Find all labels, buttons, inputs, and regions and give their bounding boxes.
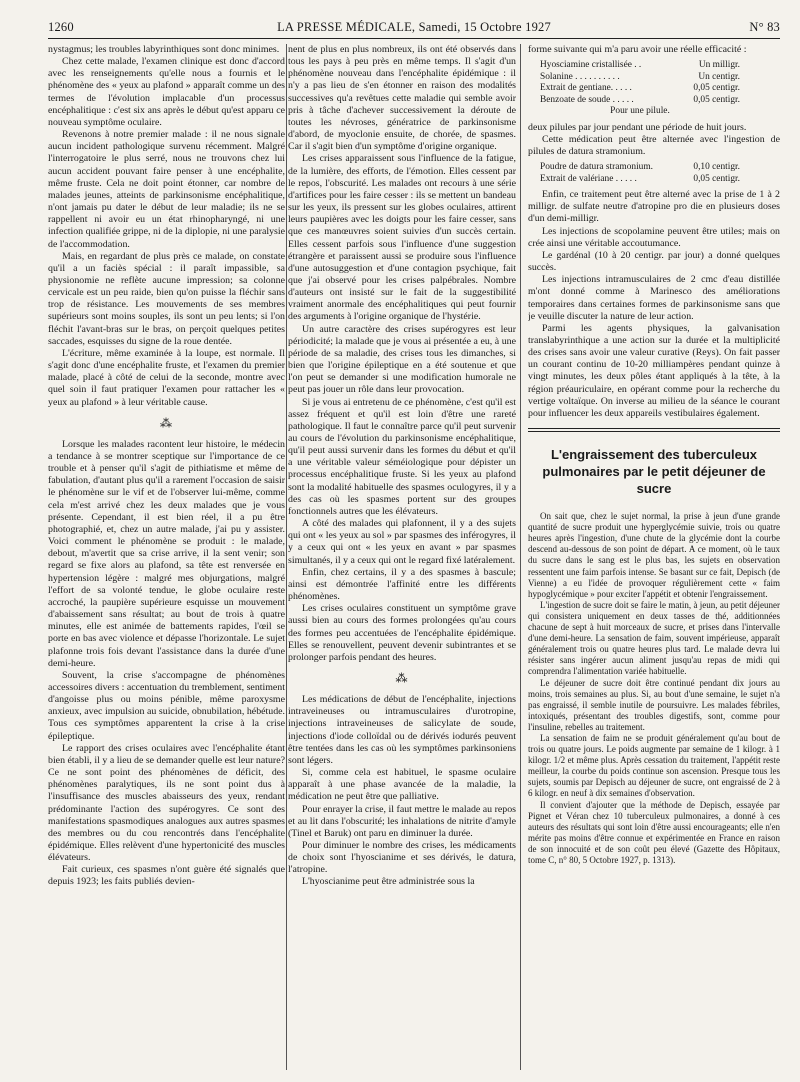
paragraph: Si je vous ai entretenu de ce phénomène, c'est qu'il est assez fréquent et qu'il est loin d'être une rareté pathologique. Il faut le connaître parce qu'il peut survenir au cours de l'évolution du parkinsonisme encéphalitique, qu'il peut aussi survenir dans les formes du début et qu'il a une véritable valeur séméiologique pour dépister un processus encéphalitique fruste. Si les yeux au plafond sont la modalité habituelle des spasmes oculogyres, il y a des cas où les spasmes portent sur des groupes fonctionnels autres que les élévateurs. [288, 396, 516, 517]
paragraph: Le gardénal (10 à 20 centigr. par jour) a donné quelques succès. [528, 249, 780, 274]
paragraph: Les médications de début de l'encéphalite, injections intraveineuses ou intramusculaires d'urotropine, injections intraveineuses de salicylate de soude, injections d'iode colloïdal ou de dérivés iodurés peuvent être tentées dans les cas où les symptômes parkinsoniens sont légers. [288, 694, 516, 766]
prescription-line [540, 162, 740, 174]
paragraph: On sait que, chez le sujet normal, la prise à jeun d'une grande quantité de sucre produit une hyperglycémie suivie, trois ou quatre heures après l'ingestion, d'une chute de la glycémie dont la courbe descend au-dessous de son point de départ. A ce moment, où le taux du sucre dans le sang est le plus bas, les sujets en observation ressentent une faim parfois intense. Se basant sur ce fait, Depisch (de Vienne) a eu l'idée de provoquer régulièrement cette « faim hypoglycémique » pour exciter l'appétit et obtenir l'engraissement. [528, 511, 780, 599]
paragraph: nent de plus en plus nombreux, ils ont été observés dans tous les pays à peu près en même temps. Il s'agit d'un phénomène nouveau dans l'encéphalite épidémique : il n'y a pas lieu de s'en étonner en raison des modalités successives qu'a revêtues cette maladie qui semble avoir pris à tâche d'achever successivement la déroute de toutes les névroses, génératrice de parkinsonisme d'abord, de myoclonie ensuite, de chorée, de spasmes. Car il s'agit bien d'un symptôme d'origine organique. [288, 44, 516, 153]
dose: Un centigr. [698, 71, 740, 82]
paragraph: Revenons à notre premier malade : il ne nous signale aucun incident pathologique survenu récemment. Malgré l'interrogatoire le plus serré, nous ne trouvons chez lui aucun accident pouvant faire penser à une encéphalite, même fruste. Cela ne doit point étonner, car nombre de malades jeunes, atteints de parkinsonisme encéphalitique, n'ont jamais pu dater le début de leur maladie; ils ne se rappellent ni avoir eu un état rhinopharyngé, ni une infection qualifiée grippe, ni de la diplopie, ni une paralysie de l'accommodation. [48, 129, 285, 250]
section-separator: ⁂ [395, 670, 409, 685]
ingredient: Solanine . . . . . . . . . . [540, 71, 620, 82]
prescription-line [540, 83, 740, 95]
article-separator-rule [528, 431, 780, 432]
paragraph: Il convient d'ajouter que la méthode de Depisch, essayée par Pignet et Véran chez 10 tuberculeux pulmonaires, a donné à ces auteurs des résultats qui sont loin d'être aussi encourageants; elle n'en mérite pas moins d'être connue et expérimentée en France en raison de son innocuité et de son coût peu élevé (Gazette des Hôpitaux, tome C, n° 80, 5 Octobre 1927, p. 1313). [528, 799, 780, 865]
dose: 0,10 centigr. [693, 162, 740, 173]
paragraph: Les crises apparaissent sous l'influence de la fatigue, de la lumière, des efforts, de l'émotion. Elles cessent par le repos, l'obscurité. Les malades ont recours à une série d'artifices pour les faire cesser : ils se mettent un bandeau sur les yeux, ils pressent sur les globes oculaires, attirent leurs paupières avec les doigts pour les faire cesser, sans que ces manœuvres soient suivies d'un succès certain. Elles cessent parfois sous l'influence d'une suggestion étrangère et paraissent aussi se produire sous l'influence d'une autosuggestion et d'une contagion psychique, fait que j'ai observé pour les crises palpébrales. Nombre d'auteurs ont insisté sur le fait de la suggestibilité vraiment anormale des encéphalitiques qui peut fournir des arguments à l'origine organique de l'hystérie. [288, 153, 516, 323]
paragraph: Cette médication peut être alternée avec l'ingestion de pilules de datura stramonium. [528, 133, 780, 157]
paragraph: Parmi les agents physiques, la galvanisation translabyrinthique a une action sur la durée et la multiplicité des crises sans avoir une valeur curative (Reys). On fait passer un courant continu de 10-20 milliampères pendant quinze à vingt minutes, les deux pôles étant appliqués à la tête, à la région préauriculaire, en opérant comme pour la recherche du vertige voltaïque. On inverse au milieu de la séance le courant pour influencer les deux appareils vestibulaires également. [528, 322, 780, 419]
paragraph: L'ingestion de sucre doit se faire le matin, à jeun, au petit déjeuner qui consistera uniquement en deux tasses de thé, additionnées chacune de sept à huit morceaux de sucre, et prises dans l'intervalle d'une demi-heure. La sensation de faim, souvent impérieuse, apparaît généralement trois ou quatre heures plus tard. Le malade devra lui résister sans ingérer aucun aliment jusqu'au repas de midi qui comprendra l'alimentation variée habituelle. [528, 599, 780, 677]
prescription-line [540, 60, 740, 72]
ingredient: Hyosciamine cristallisée . . [540, 60, 642, 71]
paragraph: Enfin, ce traitement peut être alterné avec la prise de 1 à 2 milligr. de sulfate neutre d'atropine pro die en plusieurs doses d'un demi-milligr. [528, 189, 780, 225]
prescription-line [540, 72, 740, 84]
paragraph: Un autre caractère des crises supérogyres est leur périodicité; la malade que je vous ai présentée a eu, à une période de sa maladie, des crises tous les dimanches, si bien que l'origine épileptique en a été soutenue et que l'on peut se demander si une modification humorale ne peut pas jouer un rôle dans leur provocation. [288, 323, 516, 396]
paragraph: Mais, en regardant de plus près ce malade, on constate qu'il a un faciès spécial : il paraît impassible, sa physionomie ne reflète aucune impression; sa colonne cervicale est un peu raide, bien qu'on puisse la fléchir sans trop de résistance. Les mouvements de ses membres supérieurs sont moins souples, ils sont un peu lents; si l'on fléchit l'avant-bras sur le bras, on perçoit quelques petites saccades, esquisses du signe de la roue dentée. [48, 250, 285, 347]
prescription-line [540, 174, 740, 186]
column-divider-2 [520, 44, 521, 1070]
ingredient: Poudre de datura stramonium. [540, 162, 653, 173]
article-body [528, 511, 780, 866]
page-header [48, 20, 780, 38]
prescription-footer: Pour une pilule. [610, 106, 670, 117]
prescription-2 [540, 162, 740, 185]
ingredient: Extrait de valériane . . . . . [540, 173, 637, 184]
dose: 0,05 centigr. [693, 173, 740, 184]
section-separator: ⁂ [160, 415, 173, 430]
paragraph: Fait curieux, ces spasmes n'ont guère été signalés que depuis 1923; les faits publiés devien- [48, 864, 285, 888]
paragraph: Si, comme cela est habituel, le spasme oculaire apparaît à une phase avancée de la maladie, la médication ne peut être que palliative. [288, 767, 516, 803]
ingredient: Benzoate de soude . . . . . [540, 94, 634, 105]
paragraph: L'hyoscianime peut être administrée sous la [302, 876, 475, 888]
paragraph: Les injections de scopolamine peuvent être utiles; mais on crée ainsi une véritable accoutumance. [528, 225, 780, 249]
paragraph: Les crises oculaires constituent un symptôme grave aussi bien au cours des formes prolongées qu'au cours des formes peu accentuées de l'encéphalite épidémique. Elles se renouvellent, peuvent devenir subintrantes et se prolonger parfois pendant des heures. [288, 603, 516, 663]
paragraph: Les injections intramusculaires de 2 cmc d'eau distillée m'ont donné comme à Marinesco des améliorations temporaires dans certaines formes de parkinsonisme sans que je veuille discuter la nature de leur action. [528, 274, 780, 322]
paragraph: forme suivante qui m'a paru avoir une réelle efficacité : [528, 44, 747, 55]
dose: Un milligr. [698, 60, 740, 71]
paragraph: nystagmus; les troubles labyrinthiques sont donc minimes. [48, 44, 280, 55]
column-2 [288, 44, 516, 1074]
prescription-1 [540, 60, 740, 118]
paragraph: Le rapport des crises oculaires avec l'encéphalite étant bien établi, il y a lieu de se demander quelle est leur nature? Ce ne sont point des phénomènes de déficit, des phénomènes paralytiques, ils ne sont point dus à l'insuffisance des muscles abaisseurs des yeux, rendant prédominante l'action des supérogyres. Ce sont des manifestations spasmodiques analogues aux autres spasmes des membres ou du cou rencontrés dans l'encéphalite épidémique. Elles relèvent d'une hypertonicité des muscles élévateurs. [48, 742, 285, 864]
column-1 [48, 44, 285, 1074]
paragraph: deux pilules par jour pendant une période de huit jours. [528, 121, 747, 133]
paragraph: Lorsque les malades racontent leur histoire, le médecin a tendance à se montrer sceptique sur l'importance de ce trouble et à penser qu'il s'agit de pithiatisme et même de fabulation, d'autant plus qu'il a rarement l'occasion de saisir le phénomène sur le vif et de l'observer lui-même, comme cela m'est arrivé chez les deux malades que je vous présente. Cependant, il est bien réel, il a pu être photographié, et, chez un autre malade, j'ai pu y assister. Voici comment le phénomène se produit : le malade, debout, m'avertit que sa crise arrive, il la sent venir; son regard se fixe alors au plafond, sa tête est renversée en hypertension légère : malgré mes objurgations, malgré l'effort de sa volonté tendue, le globe oculaire reste accroché, la paupière supérieure esquisse un mouvement d'abaissement sans résultat; au bout de trois à quatre minutes, elle est animée de battements rapides, l'œil se porte en bas avec violence et dépasse l'horizontale. Le sujet plafonne trois fois devant l'assistance dans la durée d'une demi-heure. [48, 438, 285, 669]
paragraph: Chez cette malade, l'examen clinique est donc d'accord avec les renseignements qu'elle nous a fournis et le phénomène des « yeux au plafond » apparaît comme un des termes de l'évolution implacable d'un processus encéphalitique : c'est six ans après le début qu'est apparu ce nouveau symptôme oculaire. [48, 56, 285, 128]
paragraph: Pour diminuer le nombre des crises, les médicaments de choix sont l'hyoscianime et ses dérivés, le datura, l'atropine. [288, 840, 516, 876]
column-3 [528, 44, 780, 1074]
header-rule [48, 38, 780, 39]
publication-title: LA PRESSE MÉDICALE, Samedi, 15 Octobre 1927 [277, 20, 551, 34]
ingredient: Extrait de gentiane. . . . . [540, 83, 632, 94]
paragraph: A côté des malades qui plafonnent, il y a des sujets qui ont « les yeux au sol » par spasmes des inférogyres, il y a ceux qui ont « les yeux en avant » par spasmes simultanés, il y a ceux qui ont le regard fixé latéralement. [288, 518, 516, 566]
paragraph: Le déjeuner de sucre doit être continué pendant dix jours au moins, trois semaines au plus. Si, au bout d'une semaine, le sujet n'a pas engraissé, il semble inutile de poursuivre. Les malades fébriles, intoxiqués, présentant des troubles digestifs, sont, comme pour l'insuline, rebelles au traitement. [528, 677, 780, 732]
dose: 0,05 centigr. [693, 83, 740, 94]
column-divider-1 [286, 44, 287, 1070]
page-number: 1260 [48, 20, 74, 34]
issue-number: N° 83 [749, 20, 780, 34]
article-title: L'engraissement des tuberculeux pulmonaires par le petit déjeuner de sucre [542, 447, 766, 497]
paragraph: Pour enrayer la crise, il faut mettre le malade au repos et au lit dans l'obscurité; les inhalations de nitrite d'amyle (Tinel et Baruk) ont paru en diminuer la durée. [288, 803, 516, 839]
paragraph: La sensation de faim ne se produit généralement qu'au bout de trois ou quatre jours. Le poids augmente par semaine de 1 kilogr. à 1 kilogr. 1/2 et même plus. Après cessation du traitement, l'appétit reste meilleur, la courbe du poids continue son ascension. Presque tous les sujets, soumis par Depisch au déjeuner de sucre, ont engraissé de 2 à 6 kilogr. en neuf à dix semaines d'observation. [528, 732, 780, 799]
paragraph: Souvent, la crise s'accompagne de phénomènes accessoires divers : accentuation du tremblement, sentiment d'angoisse plus ou moins pénible, même paroxysme anxieux, avec impulsion au suicide, obnubilation, hébétude. Tous ces symptômes apparentent la crise à la crise épileptique. [48, 669, 285, 742]
paragraph: Enfin, chez certains, il y a des spasmes à bascule; ainsi est démontrée l'affinité entre les différents phénomènes. [288, 566, 516, 603]
article-separator-rule [528, 428, 780, 429]
paragraph: L'écriture, même examinée à la loupe, est normale. Il s'agit donc d'une encéphalite fruste, et l'examen du premier malade, placé à côté de celui de la seconde, montre avec quel soin il faut pratiquer l'examen pour rattacher les « yeux au plafond » à leur véritable cause. [48, 347, 285, 408]
dose: 0,05 centigr. [693, 94, 740, 105]
prescription-line [540, 95, 740, 107]
